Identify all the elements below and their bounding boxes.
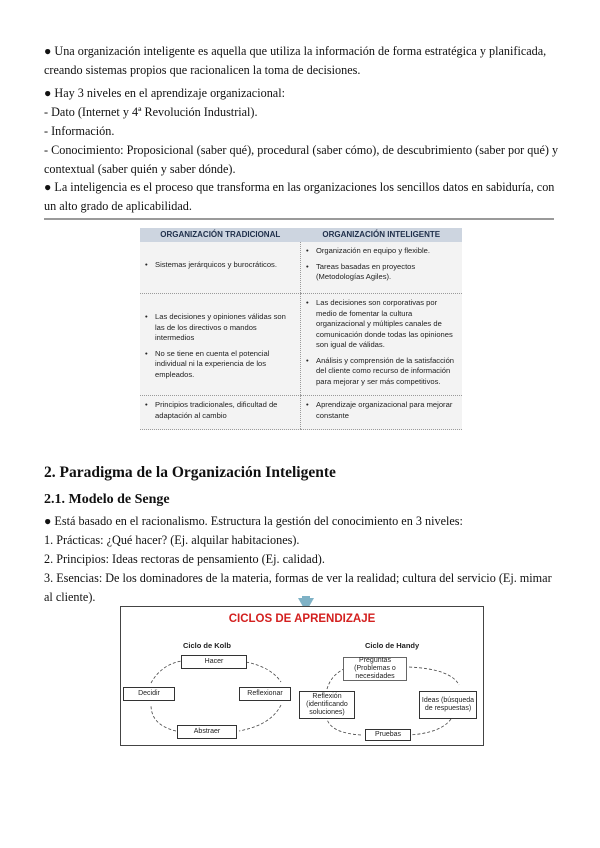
cell-text: No se tiene en cuenta el potencial individual ni la experiencia de los empleados. [155,348,270,379]
kolb-abstraer: Abstraer [177,725,237,739]
senge-item: 2. Principios: Ideas rectoras de pensamiento (Ej. calidad). [44,552,325,566]
diagram-title: CICLOS DE APRENDIZAJE [228,613,376,625]
cell-text: Las decisiones son corporativas por medio de fomentar la cultura organizacional y múltiples canales de comunicación donde todas las opiniones son igual de válidas. [316,298,453,349]
divider [44,218,554,220]
table-row [140,294,462,396]
handy-pruebas: Pruebas [365,729,411,741]
cell-text: Sistemas jerárquicos y burocráticos. [155,260,277,269]
cell-right: • Aprendizaje organizacional para mejorar constante [301,396,463,430]
cell-left: • Las decisiones y opiniones válidas son las de los directivos o mandos intermedios • No se tiene en cuenta el potencial individual ni la experiencia de los empleados. [140,294,301,396]
cell-left: • Sistemas jerárquicos y burocráticos. [140,242,301,294]
senge-list [44,512,560,607]
handy-title: Ciclo de Handy [365,641,420,650]
cell-left: • Principios tradicionales, dificultad de adaptación al cambio [140,396,301,430]
level-conocimiento: - Conocimiento: Proposicional (saber qué), procedural (saber cómo), de descubrimiento (saber por qué) y contextual (saber quién y saber dónde). [44,143,559,176]
cell-right: • Las decisiones son corporativas por medio de fomentar la cultura organizacional y múltiples canales de comunicación donde todas las opiniones son igual de válidas. • Análisis y comprensión de la satisfacción del cliente como recurso de información para mejorar y ser más competitivos. [301,294,463,396]
subsection-title: 2.1. Modelo de Senge [44,492,170,507]
senge-item: 1. Prácticas: ¿Qué hacer? (Ej. alquilar habitaciones). [44,533,300,547]
cell-text: Análisis y comprensión de la satisfacción del cliente como recurso de información para mejorar y ser más competitivos. [316,355,455,386]
cell-text: Organización en equipo y flexible. [316,246,430,255]
cell-text: Aprendizaje organizacional para mejorar constante [316,400,453,420]
handy-preguntas: Preguntas (Problemas o necesidades [343,657,407,681]
section-title: 2. Paradigma de la Organización Inteligente [44,464,336,481]
level-dato: - Dato (Internet y 4ª Revolución Industrial). [44,105,258,119]
senge-item: 3. Esencias: De los dominadores de la materia, formas de ver la realidad; cultura del servicio (Ej. mimar al cliente). [44,571,552,604]
handy-reflexion: Reflexión (identificando soluciones) [299,691,355,719]
cell-text: Tareas basadas en proyectos (Metodologías Agiles). [316,261,416,281]
levels-heading: ● Hay 3 niveles en el aprendizaje organizacional: [44,86,285,100]
kolb-reflexionar: Reflexionar [239,687,291,701]
cell-right: • Organización en equipo y flexible. • Tareas basadas en proyectos (Metodologías Agiles). [301,242,463,294]
kolb-decidir: Decidir [123,687,175,701]
header-traditional: ORGANIZACIÓN TRADICIONAL [140,228,301,242]
table-row [140,242,462,294]
table-row [140,396,462,430]
kolb-title: Ciclo de Kolb [183,641,231,650]
kolb-hacer: Hacer [181,655,247,669]
learning-cycles-diagram [120,606,484,746]
cell-text: Las decisiones y opiniones válidas son las de los directivos o mandos intermedios [155,312,286,342]
paragraph-definition: ● Una organización inteligente es aquella que utiliza la información de forma estratégica y planificada, creando sistemas propios que racionalicen la toma de decisiones. [44,44,547,77]
handy-ideas: Ideas (búsqueda de respuestas) [419,691,477,719]
senge-intro: ● Está basado en el racionalismo. Estructura la gestión del conocimiento en 3 niveles: [44,514,463,528]
header-intelligent: ORGANIZACIÓN INTELIGENTE [301,228,463,242]
cell-text: Principios tradicionales, dificultad de adaptación al cambio [155,400,278,420]
cycle-arrows [121,607,483,745]
paragraph-levels [44,84,560,179]
level-informacion: - Información. [44,124,115,138]
paragraph-inteligencia: ● La inteligencia es el proceso que transforma en las organizaciones los sencillos datos en sabiduría, con un alto grado de aplicabilidad. [44,180,555,213]
comparison-table [140,228,462,430]
